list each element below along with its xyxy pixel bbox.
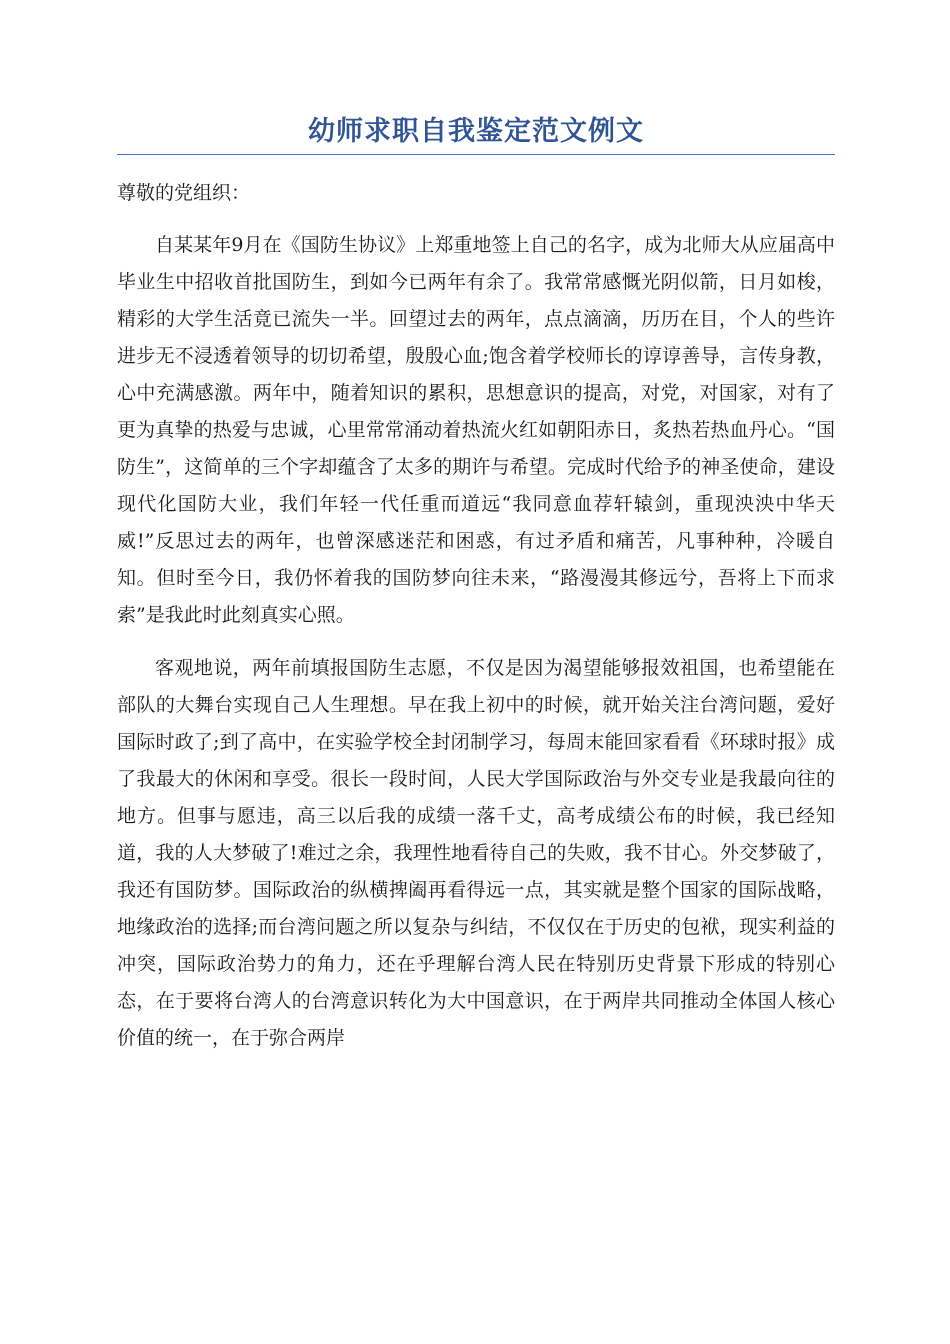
document-page: [117, 112, 835, 1073]
salutation: 尊敬的党组织：: [117, 182, 251, 204]
paragraph-2: 客观地说，两年前填报国防生志愿，不仅是因为渴望能够报效祖国，也希望能在部队的大舞台实现自己人生理想。早在我上初中的时候，就开始关注台湾问题，爱好国际时政了;到了高中，在实验学校全封闭制学习，每周末能回家看看《环球时报》成了我最大的休闲和享受。很长一段时间，人民大学国际政治与外交专业是我最向往的地方。但事与愿违，高三以后我的成绩一落千丈，高考成绩公布的时候，我已经知道，我的人大梦破了!难过之余，我理性地看待自己的失败，我不甘心。外交梦破了，我还有国防梦。国际政治的纵横捭阖再看得远一点，其实就是整个国家的国际战略，地缘政治的选择;而台湾问题之所以复杂与纠结，不仅仅在于历史的包袱，现实利益的冲突，国际政治势力的角力，还在乎理解台湾人民在特别历史背景下形成的特别心态，在于要将台湾人的台湾意识转化为大中国意识，在于两岸共同推动全体国人核心价值的统一，在于弥合两岸: [117, 657, 835, 1049]
document-title: 幼师求职自我鉴定范文例文: [308, 116, 644, 147]
title-underline: [117, 154, 835, 155]
paragraph-1: 自某某年9月在《国防生协议》上郑重地签上自己的名字，成为北师大从应届高中毕业生中招收首批国防生，到如今已两年有余了。我常常感慨光阴似箭，日月如梭，精彩的大学生活竟已流失一半。回望过去的两年，点点滴滴，历历在目，个人的些许进步无不浸透着领导的切切希望，殷殷心血;饱含着学校师长的谆谆善导，言传身教，心中充满感激。两年中，随着知识的累积，思想意识的提高，对党，对国家，对有了更为真挚的热爱与忠诚，心里常常涌动着热流火红如朝阳赤日，炙热若热血丹心。“国防生”，这简单的三个字却蕴含了太多的期许与希望。完成时代给予的神圣使命，建设现代化国防大业，我们年轻一代任重而道远“我同意血荐轩辕剑，重现泱泱中华天威!”反思过去的两年，也曾深感迷茫和困惑，有过矛盾和痛苦，凡事种种，冷暖自知。但时至今日，我仍怀着我的国防梦向往未来，“路漫漫其修远兮，吾将上下而求索”是我此时此刻真实心照。: [117, 234, 835, 626]
